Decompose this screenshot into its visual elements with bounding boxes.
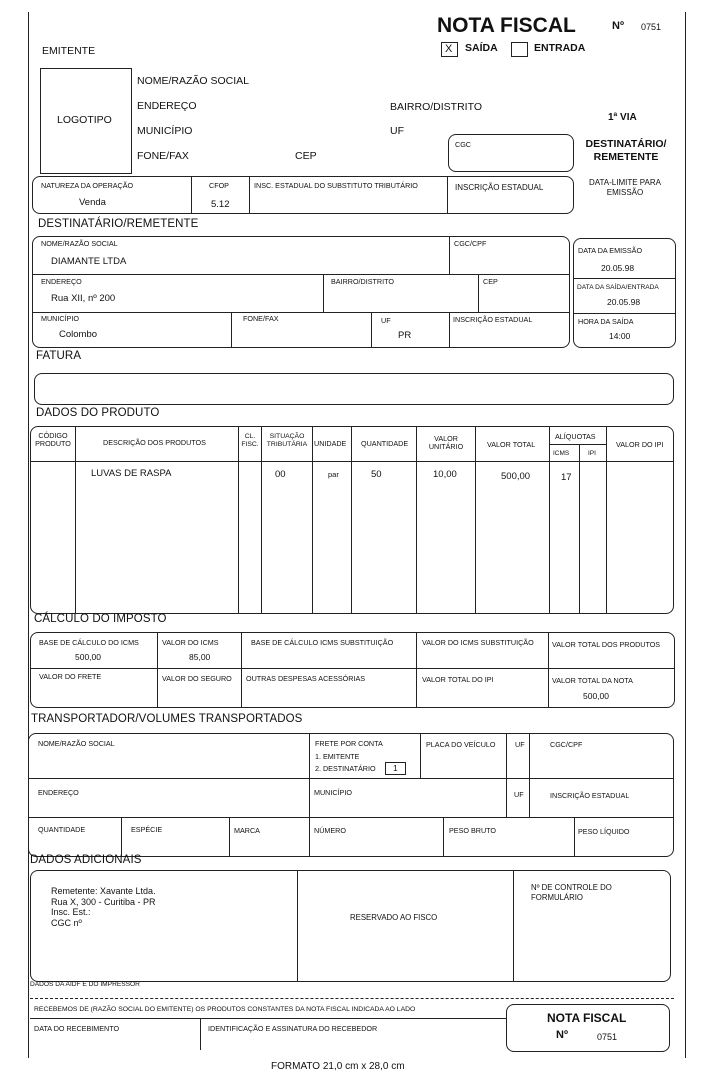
data-saida-value: 20.05.98	[607, 297, 641, 307]
valor-subst-label: VALOR DO ICMS SUBSTITUIÇÃO	[422, 638, 534, 647]
via-label: 1ª VIA	[608, 112, 637, 123]
divider	[297, 871, 298, 982]
seguro-label: VALOR DO SEGURO	[162, 674, 232, 683]
frete-label: VALOR DO FRETE	[39, 672, 102, 681]
divider	[579, 444, 580, 614]
adicionais-line: Rua X, 300 - Curitiba - PR	[51, 896, 156, 907]
divider	[449, 237, 450, 275]
data-limite-label: DATA-LIMITE PARA EMISSÃO	[588, 178, 661, 197]
col-valor-ipi: VALOR DO IPI	[616, 440, 664, 449]
divider	[548, 633, 549, 708]
divider	[157, 633, 158, 708]
dest-municipio-value: Colombo	[59, 329, 98, 340]
adicionais-line: Insc. Est.:	[51, 907, 91, 917]
emitente-nome-label: NOME/RAZÃO SOCIAL	[137, 75, 250, 87]
peso-liquido-label: PESO LÍQUIDO	[578, 827, 630, 836]
divider	[323, 274, 324, 312]
divider	[29, 817, 674, 818]
dest-insc-label: INSCRIÇÃO ESTADUAL	[453, 315, 533, 324]
adicionais-line: Remetente: Xavante Ltda.	[51, 886, 156, 896]
emitente-uf-label: UF	[390, 125, 404, 137]
col-quantidade: QUANTIDADE	[361, 439, 409, 448]
col-descricao: DESCRIÇÃO DOS PRODUTOS	[103, 438, 206, 447]
base-icms-value: 500,00	[75, 652, 101, 662]
imposto-section-title: CÁLCULO DO IMPOSTO	[34, 613, 167, 625]
natureza-value: Venda	[79, 197, 106, 208]
cut-line	[30, 998, 674, 999]
logo-text: LOGOTIPO	[57, 114, 112, 126]
transp-insc-label: INSCRIÇÃO ESTADUAL	[550, 791, 630, 800]
col-aliquotas: ALÍQUOTAS	[555, 432, 596, 441]
saida-check-mark: X	[445, 43, 453, 55]
divider	[416, 427, 417, 614]
data-emissao-value: 20.05.98	[601, 263, 635, 273]
numero-label: NÚMERO	[314, 826, 346, 835]
transp-endereco-label: ENDEREÇO	[38, 788, 79, 797]
divider	[241, 633, 242, 708]
entrada-checkbox[interactable]	[511, 42, 528, 57]
divider	[351, 427, 352, 614]
col-icms: ICMS	[553, 450, 570, 457]
divider	[549, 444, 606, 445]
produto-table	[30, 426, 674, 614]
valor-icms-label: VALOR DO ICMS	[162, 638, 219, 647]
row-unidade: par	[328, 470, 339, 479]
divider	[529, 734, 530, 778]
dest-uf-label: UF	[381, 316, 391, 325]
reservado-fisco-label: RESERVADO AO FISCO	[350, 913, 438, 922]
divider	[529, 778, 530, 817]
outras-despesas-label: OUTRAS DESPESAS ACESSÓRIAS	[246, 674, 366, 683]
insc-estadual-label: INSCRIÇÃO ESTADUAL	[455, 183, 544, 192]
divider	[191, 177, 192, 214]
destinatario-section-title: DESTINATÁRIO/REMETENTE	[38, 218, 199, 230]
transportador-section-title: TRANSPORTADOR/VOLUMES TRANSPORTADOS	[31, 713, 303, 725]
divider	[574, 313, 676, 314]
row-quantidade: 50	[371, 469, 382, 480]
total-nota-value: 500,00	[583, 691, 609, 701]
divider	[31, 668, 675, 669]
col-ipi: IPI	[588, 450, 596, 457]
divider	[200, 1019, 201, 1050]
divider	[231, 312, 232, 348]
hora-saida-value: 14:00	[609, 331, 631, 341]
formato-label: FORMATO 21,0 cm x 28,0 cm	[271, 1061, 405, 1072]
dest-cgc-label: CGC/CPF	[454, 239, 487, 248]
fatura-section-title: FATURA	[36, 350, 82, 362]
controle-formulario-label: Nº DE CONTROLE DO FORMULÁRIO	[531, 883, 612, 903]
divider	[309, 817, 310, 857]
saida-checkbox[interactable]	[441, 42, 458, 57]
divider	[606, 427, 607, 614]
divider	[513, 871, 514, 982]
divider	[447, 177, 448, 214]
natureza-label: NATUREZA DA OPERAÇÃO	[41, 181, 134, 190]
emitente-municipio-label: MUNICÍPIO	[137, 125, 193, 137]
transp-nome-label: NOME/RAZÃO SOCIAL	[38, 739, 115, 748]
destinatario-block	[32, 236, 570, 348]
data-saida-label: DATA DA SAÍDA/ENTRADA	[577, 284, 659, 291]
canhoto-number: 0751	[597, 1032, 618, 1042]
divider	[249, 177, 250, 214]
divider	[574, 817, 575, 857]
dest-endereco-label: ENDEREÇO	[41, 277, 82, 286]
dest-uf-value: PR	[398, 330, 412, 341]
adicionais-text	[51, 886, 156, 928]
divider	[238, 427, 239, 614]
insc-subst-label: INSC. ESTADUAL DO SUBSTITUTO TRIBUTÁRIO	[254, 181, 418, 190]
frete-conta-label: FRETE POR CONTA	[315, 739, 383, 748]
imposto-block	[30, 632, 675, 708]
divider	[416, 633, 417, 708]
row-valor-unitario: 10,00	[433, 469, 457, 480]
saida-label: SAÍDA	[465, 42, 498, 54]
divider	[229, 817, 230, 857]
invoice-number-label: Nº	[612, 20, 624, 32]
entrada-label: ENTRADA	[534, 42, 586, 54]
row-descricao: LUVAS DE RASPA	[91, 468, 172, 479]
recebemos-label: RECEBEMOS DE (RAZÃO SOCIAL DO EMITENTE) OS PRODUTOS CONSTANTES DA NOTA FISCAL INDICADA AO LADO	[34, 1006, 416, 1013]
adicionais-line: CGC nº	[51, 917, 82, 928]
dates-block	[573, 238, 676, 348]
emitente-fone-label: FONE/FAX	[137, 150, 189, 162]
row-situacao: 00	[275, 469, 286, 480]
frete-opt-destinatario: 2. DESTINATÁRIO	[315, 764, 376, 773]
divider	[449, 312, 450, 348]
adicionais-section-title: DADOS ADICIONAIS	[30, 854, 142, 866]
canhoto-receipt	[30, 1018, 506, 1050]
divider	[475, 427, 476, 614]
emitente-cep-label: CEP	[295, 150, 317, 162]
transp-uf-label: UF	[515, 740, 525, 749]
divider	[549, 427, 550, 614]
dest-nome-value: DIAMANTE LTDA	[51, 256, 127, 267]
col-codigo: CÓDIGO PRODUTO	[35, 431, 71, 449]
divider	[121, 817, 122, 857]
emitente-label: EMITENTE	[42, 45, 96, 57]
divider	[33, 312, 570, 313]
emitente-endereco-label: ENDEREÇO	[137, 100, 197, 112]
col-cl-fisc: CL. FISC.	[241, 433, 259, 448]
placa-label: PLACA DO VEÍCULO	[426, 740, 496, 749]
dest-bairro-label: BAIRRO/DISTRITO	[331, 277, 394, 286]
divider	[506, 734, 507, 817]
frete-value-box[interactable]	[385, 762, 406, 775]
data-recebimento-label: DATA DO RECEBIMENTO	[34, 1024, 120, 1033]
divider	[371, 312, 372, 348]
col-unidade: UNIDADE	[314, 439, 347, 448]
emitente-cgc-box	[448, 134, 574, 172]
especie-label: ESPÉCIE	[131, 825, 163, 834]
emitente-bairro-label: BAIRRO/DISTRITO	[390, 101, 482, 113]
marca-label: MARCA	[234, 826, 260, 835]
dest-municipio-label: MUNICÍPIO	[41, 314, 79, 323]
divider	[312, 427, 313, 614]
identificacao-label: IDENTIFICAÇÃO E ASSINATURA DO RECEBEDOR	[208, 1024, 378, 1033]
canhoto-number-label: Nº	[556, 1029, 568, 1041]
divider	[33, 274, 570, 275]
transp-municipio-label: MUNICÍPIO	[314, 788, 352, 797]
col-valor-unitario: VALOR UNITÁRIO	[428, 434, 464, 452]
col-situacao: SITUAÇÃO TRIBUTÁRIA	[266, 433, 308, 448]
logo-box	[40, 68, 132, 174]
frete-opt-emitente: 1. EMITENTE	[315, 752, 360, 761]
destinatario-remetente-tag: DESTINATÁRIO/ REMETENTE	[585, 138, 667, 163]
divider	[309, 734, 310, 817]
dest-endereco-value: Rua XII, nº 200	[51, 293, 116, 304]
transportador-block	[28, 733, 674, 857]
cfop-label: CFOP	[209, 181, 229, 190]
total-nota-label: VALOR TOTAL DA NOTA	[552, 676, 633, 685]
row-valor-total: 500,00	[501, 471, 531, 482]
base-icms-label: BASE DE CÁLCULO DO ICMS	[39, 638, 139, 647]
natureza-row	[32, 176, 574, 214]
peso-bruto-label: PESO BRUTO	[449, 826, 496, 835]
divider	[261, 427, 262, 614]
adicionais-block	[30, 870, 671, 982]
divider	[31, 461, 674, 462]
divider	[574, 278, 676, 279]
impressor-label: DADOS DA AIDF E DO IMPRESSOR	[30, 981, 140, 988]
col-valor-total: VALOR TOTAL	[487, 440, 536, 449]
divider	[420, 734, 421, 778]
dest-nome-label: NOME/RAZÃO SOCIAL	[41, 239, 118, 248]
produto-section-title: DADOS DO PRODUTO	[36, 407, 160, 419]
transp-cgc-label: CGC/CPF	[550, 740, 583, 749]
hora-saida-label: HORA DA SAÍDA	[578, 317, 634, 326]
divider	[29, 778, 674, 779]
canhoto-title: NOTA FISCAL	[547, 1011, 627, 1025]
valor-icms-value: 85,00	[189, 652, 211, 662]
row-icms: 17	[561, 472, 572, 483]
dest-cep-label: CEP	[483, 277, 498, 286]
fatura-box	[34, 373, 674, 405]
divider	[478, 274, 479, 312]
invoice-number: 0751	[641, 22, 662, 32]
emitente-cgc-label: CGC	[455, 140, 471, 149]
divider	[443, 817, 444, 857]
transp-uf2-label: UF	[514, 790, 524, 799]
invoice-title: NOTA FISCAL	[437, 14, 576, 37]
total-ipi-label: VALOR TOTAL DO IPI	[422, 675, 494, 684]
frete-value: 1	[393, 763, 398, 773]
base-subst-label: BASE DE CÁLCULO ICMS SUBSTITUIÇÃO	[251, 638, 394, 647]
quantidade-label: QUANTIDADE	[38, 825, 86, 834]
dest-fone-label: FONE/FAX	[243, 314, 279, 323]
data-emissao-label: DATA DA EMISSÃO	[578, 246, 643, 255]
total-produtos-label: VALOR TOTAL DOS PRODUTOS	[552, 640, 661, 649]
canhoto-number-box	[506, 1004, 670, 1052]
cfop-value: 5.12	[211, 199, 230, 210]
divider	[75, 427, 76, 614]
